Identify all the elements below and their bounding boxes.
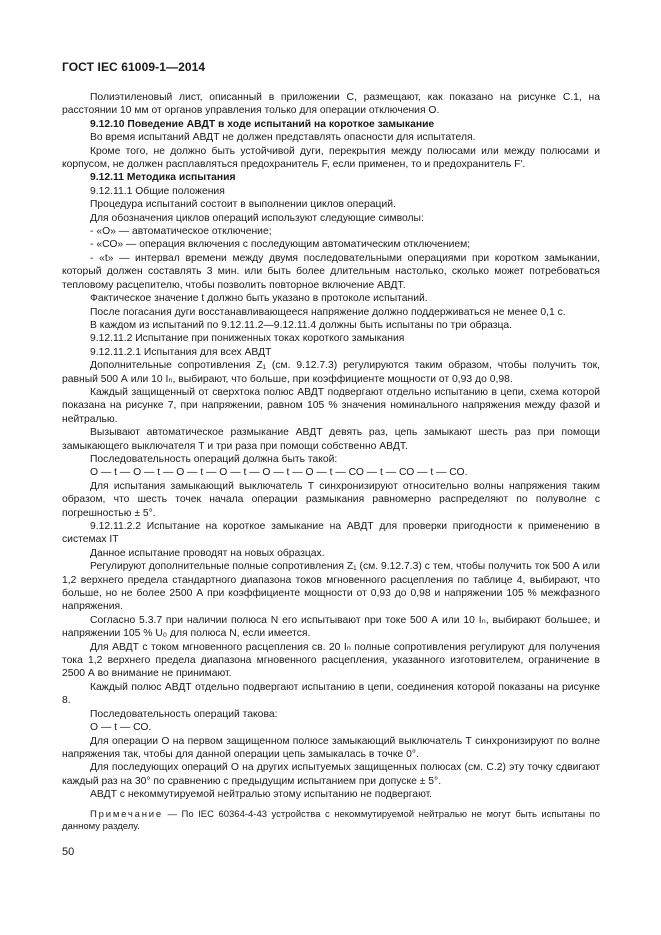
paragraph: Для последующих операций О на других испытуемых защищенных полюсах (см. С.2) эту точку сдвигают каждый раз на 30° по сравнению с предыдущим испытанием при допуске ± 5°. <box>62 762 600 787</box>
page-number: 50 <box>62 846 75 858</box>
paragraph: Последовательность операций должна быть такой: <box>90 453 338 465</box>
paragraph: Для испытания замыкающий выключатель Т синхронизируют относительно волны напряжения таким образом, что шесть точек начала операции размыкания равномерно распределяют по полуволне с погрешностью ± 5°. <box>62 480 600 519</box>
paragraph: Каждый полюс АВДТ отдельно подвергают испытанию в цепи, соединения которой показаны на рисунке 8. <box>62 681 600 707</box>
document-header: ГОСТ IEC 61009-1—2014 <box>62 60 206 74</box>
subsection-heading: 9.12.11.1 Общие положения <box>90 185 225 197</box>
list-item: - «t» — интервал времени между двумя последовательными операциями при коротком замыкании, который должен составлять 3 мин. или быть более длительным настолько, сколько может потребоваться тепловому расцепителю, чтобы позволить повторное включение АВДТ. <box>62 252 600 291</box>
note-label: Примечание <box>90 808 163 820</box>
section-heading: 9.12.11 Методика испытания <box>90 172 236 184</box>
document-body <box>62 91 600 833</box>
operation-sequence: О — t — О — t — О — t — О — t — О — t — О — t — СО — t — СО — t — СО. <box>90 467 468 479</box>
subsection-heading: 9.12.11.2.2 Испытание на короткое замыкание на АВДТ для проверки пригодности к применению в системах IT <box>62 521 600 546</box>
paragraph: Во время испытаний АВДТ не должен представлять опасности для испытателя. <box>90 132 476 144</box>
paragraph: Для обозначения циклов операций используют следующие символы: <box>90 212 424 224</box>
paragraph: Вызывают автоматическое размыкание АВДТ девять раз, цепь замыкают шесть раз при помощи замыкающего выключателя Т и три раза при помощи собственно АВДТ. <box>62 427 600 452</box>
paragraph: Для АВДТ с током мгновенного расцепления св. 20 Iₙ полные сопротивления регулируют для получения тока 1,2 верхнего предела диапазона мгновенного расцепления, указанного изготовителем, ограничение в 2500 А во внимание не принимают. <box>62 641 600 680</box>
list-item: - «О» — автоматическое отключение; <box>90 226 272 238</box>
paragraph: Согласно 5.3.7 при наличии полюса N его испытывают при токе 500 А или 10 Iₙ, выбирают большее, и напряжении 105 % U₀ для полюса N, если имеется. <box>62 614 600 640</box>
paragraph: Данное испытание проводят на новых образцах. <box>90 547 325 559</box>
paragraph: В каждом из испытаний по 9.12.11.2—9.12.11.4 должны быть испытаны по три образца. <box>90 319 513 331</box>
paragraph: Последовательность операций такова: <box>90 708 278 720</box>
section-heading: 9.12.10 Поведение АВДТ в ходе испытаний на короткое замыкание <box>90 118 435 130</box>
operation-sequence: О — t — СО. <box>90 722 152 734</box>
list-item: - «СО» — операция включения с последующим автоматическим отключением; <box>90 239 471 251</box>
paragraph: Дополнительные сопротивления Z₁ (см. 9.12.7.3) регулируются таким образом, чтобы получить ток, равный 500 А или 10 Iₙ, выбирают, что больше, при коэффициенте мощности от 0,93 до 0,98. <box>62 360 600 385</box>
note-text: — По IEC 60364-4-43 устройства с некоммутируемой нейтралью не могут быть испытаны по данному разделу. <box>62 808 600 832</box>
paragraph: Для операции О на первом защищенном полюсе замыкающий выключатель Т синхронизируют по волне напряжения так, чтобы для данной операции цепь замыкалась в точке 0°. <box>62 735 600 760</box>
paragraph: Кроме того, не должно быть устойчивой дуги, перекрытия между полюсами или между полюсами и корпусом, не должен расплавляться предохранитель F, если применен, то и предохранитель F'. <box>62 145 600 171</box>
paragraph: Регулируют дополнительные полные сопротивления Z₁ (см. 9.12.7.3) с тем, чтобы получить ток 500 А или 1,2 верхнего предела стандартного диапазона токов мгновенного расцепления по таблице 4, выбирают, что больше, но не более 2500 А при коэффициенте мощности от 0,93 до 0,98 и напряжении 105 % межфазного напряжения. <box>62 561 600 613</box>
subsection-heading: 9.12.11.2.1 Испытания для всех АВДТ <box>90 346 272 358</box>
paragraph: Процедура испытаний состоит в выполнении циклов операций. <box>90 199 396 211</box>
paragraph: Полиэтиленовый лист, описанный в приложении С, размещают, как показано на рисунке С.1, на расстоянии 10 мм от органов управления только для операции отключения О. <box>62 92 600 117</box>
paragraph: Фактическое значение t должно быть указано в протоколе испытаний. <box>90 293 428 305</box>
note <box>62 809 600 834</box>
paragraph: АВДТ с некоммутируемой нейтралью этому испытанию не подвергают. <box>90 789 433 801</box>
paragraph: После погасания дуги восстанавливающееся напряжение должно поддерживаться не менее 0,1 с. <box>90 306 566 318</box>
subsection-heading: 9.12.11.2 Испытание при пониженных токах короткого замыкания <box>90 333 405 345</box>
paragraph: Каждый защищенный от сверхтока полюс АВДТ подвергают отдельно испытанию в цепи, схема которой показана на рисунке 7, при напряжении, равном 105 % значения номинального напряжения между фазой и нейтралью. <box>62 386 600 425</box>
